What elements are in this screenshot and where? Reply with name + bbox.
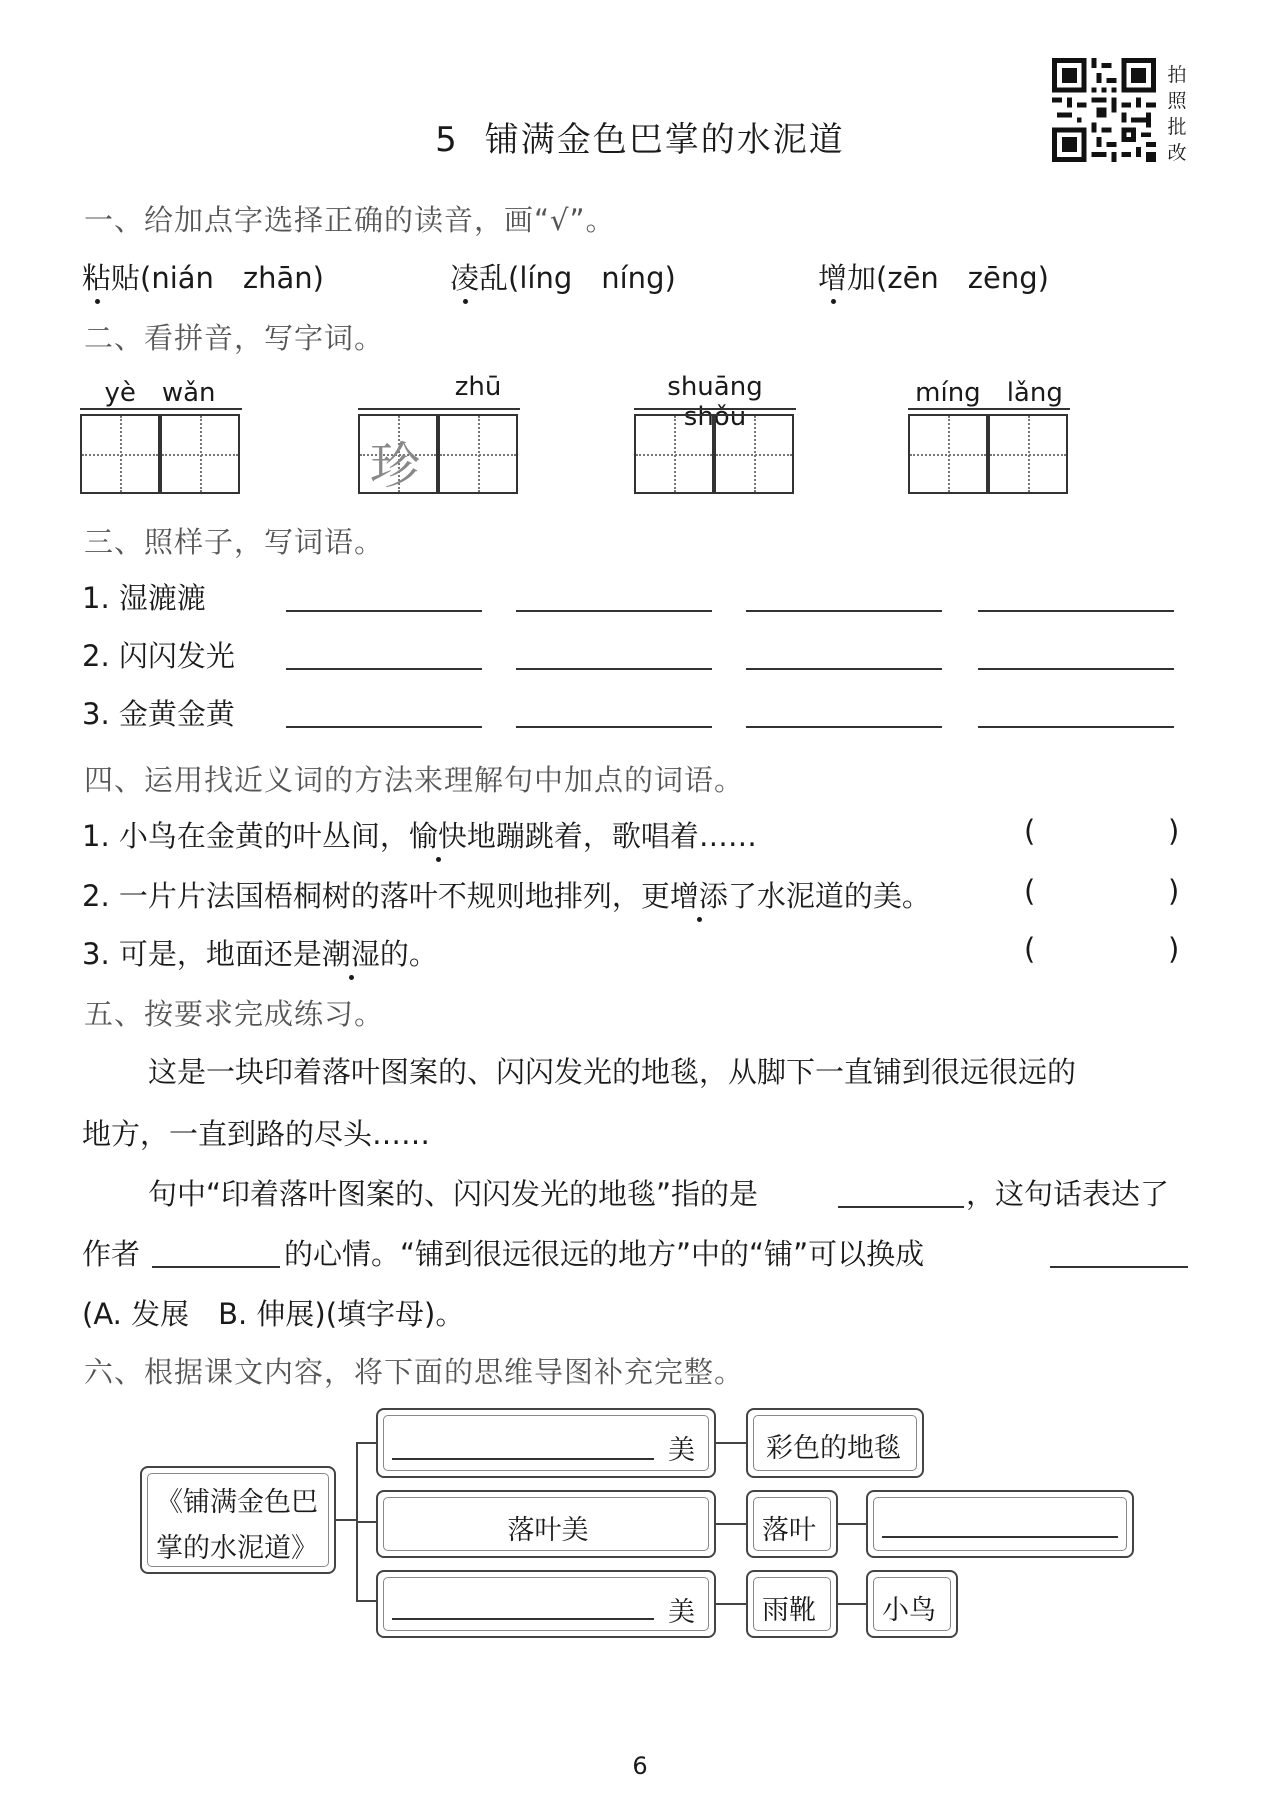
question-part-1: 句中“印着落叶图案的、闪闪发光的地毯”指的是 [148,1177,759,1211]
question-part-5: (A. 发展 B. 伸展)(填字母)。 [82,1297,465,1331]
answer-blank[interactable] [286,726,482,728]
paren-open: ( [1024,874,1036,908]
paren-open: ( [1024,814,1036,848]
writing-grid-cell[interactable] [908,414,988,494]
paren-close: ) [1168,814,1180,848]
sample-character: 珍 [370,437,420,495]
s4-item-3: 3. 可是，地面还是潮湿的。 [82,937,438,971]
s4-item-2: 2. 一片片法国梧桐树的落叶不规则地排列，更增添了水泥道的美。 [82,879,931,913]
passage-line-2: 地方，一直到路的尽头…… [82,1117,431,1151]
s1-item-2: 凌乱(líng níng) [450,261,676,295]
connector [716,1523,746,1525]
answer-blank[interactable] [286,610,482,612]
section1-title: 一、给加点字选择正确的读音，画“√”。 [84,203,616,237]
answer-blank[interactable] [746,726,942,728]
mindmap-leaf: 雨靴 [746,1570,838,1638]
s3-item-1: 1. 湿漉漉 [82,581,206,615]
s1-item-1: 粘贴(nián zhān) [82,261,325,295]
section3-title: 三、照样子，写词语。 [84,525,385,559]
section5-title: 五、按要求完成练习。 [84,997,385,1031]
pinyin-line [908,408,1070,410]
passage-line-1: 这是一块印着落叶图案的、闪闪发光的地毯，从脚下一直铺到很远很远的 [148,1055,1077,1089]
paren-close: ) [1168,874,1180,908]
paren-close: ) [1168,932,1180,966]
connector [838,1523,866,1525]
answer-blank[interactable] [392,1458,654,1460]
connector [716,1603,746,1605]
s3-item-2: 2. 闪闪发光 [82,639,235,673]
section6-title: 六、根据课文内容，将下面的思维导图补充完整。 [84,1355,745,1389]
answer-blank[interactable] [978,610,1174,612]
s3-item-3: 3. 金黄金黄 [82,697,235,731]
mindmap-branch-3: 美 [376,1570,716,1638]
mindmap-branch-2: 落叶美 [376,1490,716,1558]
answer-blank[interactable] [978,668,1174,670]
answer-blank[interactable] [838,1206,964,1208]
mindmap-branch-1: 美 [376,1408,716,1478]
question-part-2: ，这句话表达了 [966,1177,1170,1211]
qr-code-icon[interactable] [1052,58,1156,162]
writing-grid-cell[interactable] [438,414,518,494]
writing-grid-cell[interactable] [80,414,160,494]
pinyin-line [80,408,242,410]
answer-blank[interactable] [978,726,1174,728]
section2-title: 二、看拼音，写字词。 [84,321,385,355]
mindmap-root: 《铺满金色巴 掌的水泥道》 [140,1466,336,1574]
answer-blank[interactable] [152,1266,280,1268]
mindmap-leaf-blank [866,1490,1134,1558]
writing-grid-cell[interactable] [358,414,438,494]
mindmap-leaf: 落叶 [746,1490,838,1558]
writing-grid-cell[interactable] [634,414,714,494]
s4-item-1: 1. 小鸟在金黄的叶丛间，愉快地蹦跳着，歌唱着…… [82,819,757,853]
pinyin-label: yè wǎn [104,378,216,408]
pinyin-line [358,408,520,410]
writing-grid-cell[interactable] [714,414,794,494]
question-part-3: 作者 [82,1237,141,1271]
connector [356,1600,376,1602]
section4-title: 四、运用找近义词的方法来理解句中加点的词语。 [84,763,745,797]
s1-item-3: 增加(zēn zēng) [818,261,1049,295]
writing-grid-cell[interactable] [160,414,240,494]
pinyin-line [634,408,796,410]
connector [336,1519,356,1521]
connector [356,1521,376,1523]
answer-blank[interactable] [516,668,712,670]
connector [838,1603,866,1605]
qr-side-text: 拍 照 批 改 [1167,64,1187,164]
answer-blank[interactable] [516,610,712,612]
pinyin-label: shuāng shǒu [667,372,763,432]
answer-blank[interactable] [746,668,942,670]
answer-blank[interactable] [392,1618,654,1620]
paren-open: ( [1024,932,1036,966]
connector [356,1442,376,1444]
answer-blank[interactable] [286,668,482,670]
question-part-4: 的心情。“铺到很远很远的地方”中的“铺”可以换成 [284,1237,925,1271]
mindmap-leaf: 小鸟 [866,1570,958,1638]
lesson-title: 铺满金色巴掌的水泥道 [484,120,845,160]
lesson-number: 5 [435,120,459,160]
pinyin-label: zhū [454,372,502,402]
answer-blank[interactable] [1050,1266,1188,1268]
answer-blank[interactable] [516,726,712,728]
mindmap-leaf: 彩色的地毯 [746,1408,924,1478]
pinyin-label: míng lǎng [915,378,1063,408]
answer-blank[interactable] [746,610,942,612]
answer-blank[interactable] [882,1536,1118,1538]
page-number: 6 [632,1752,648,1780]
connector [716,1442,746,1444]
writing-grid-cell[interactable] [988,414,1068,494]
